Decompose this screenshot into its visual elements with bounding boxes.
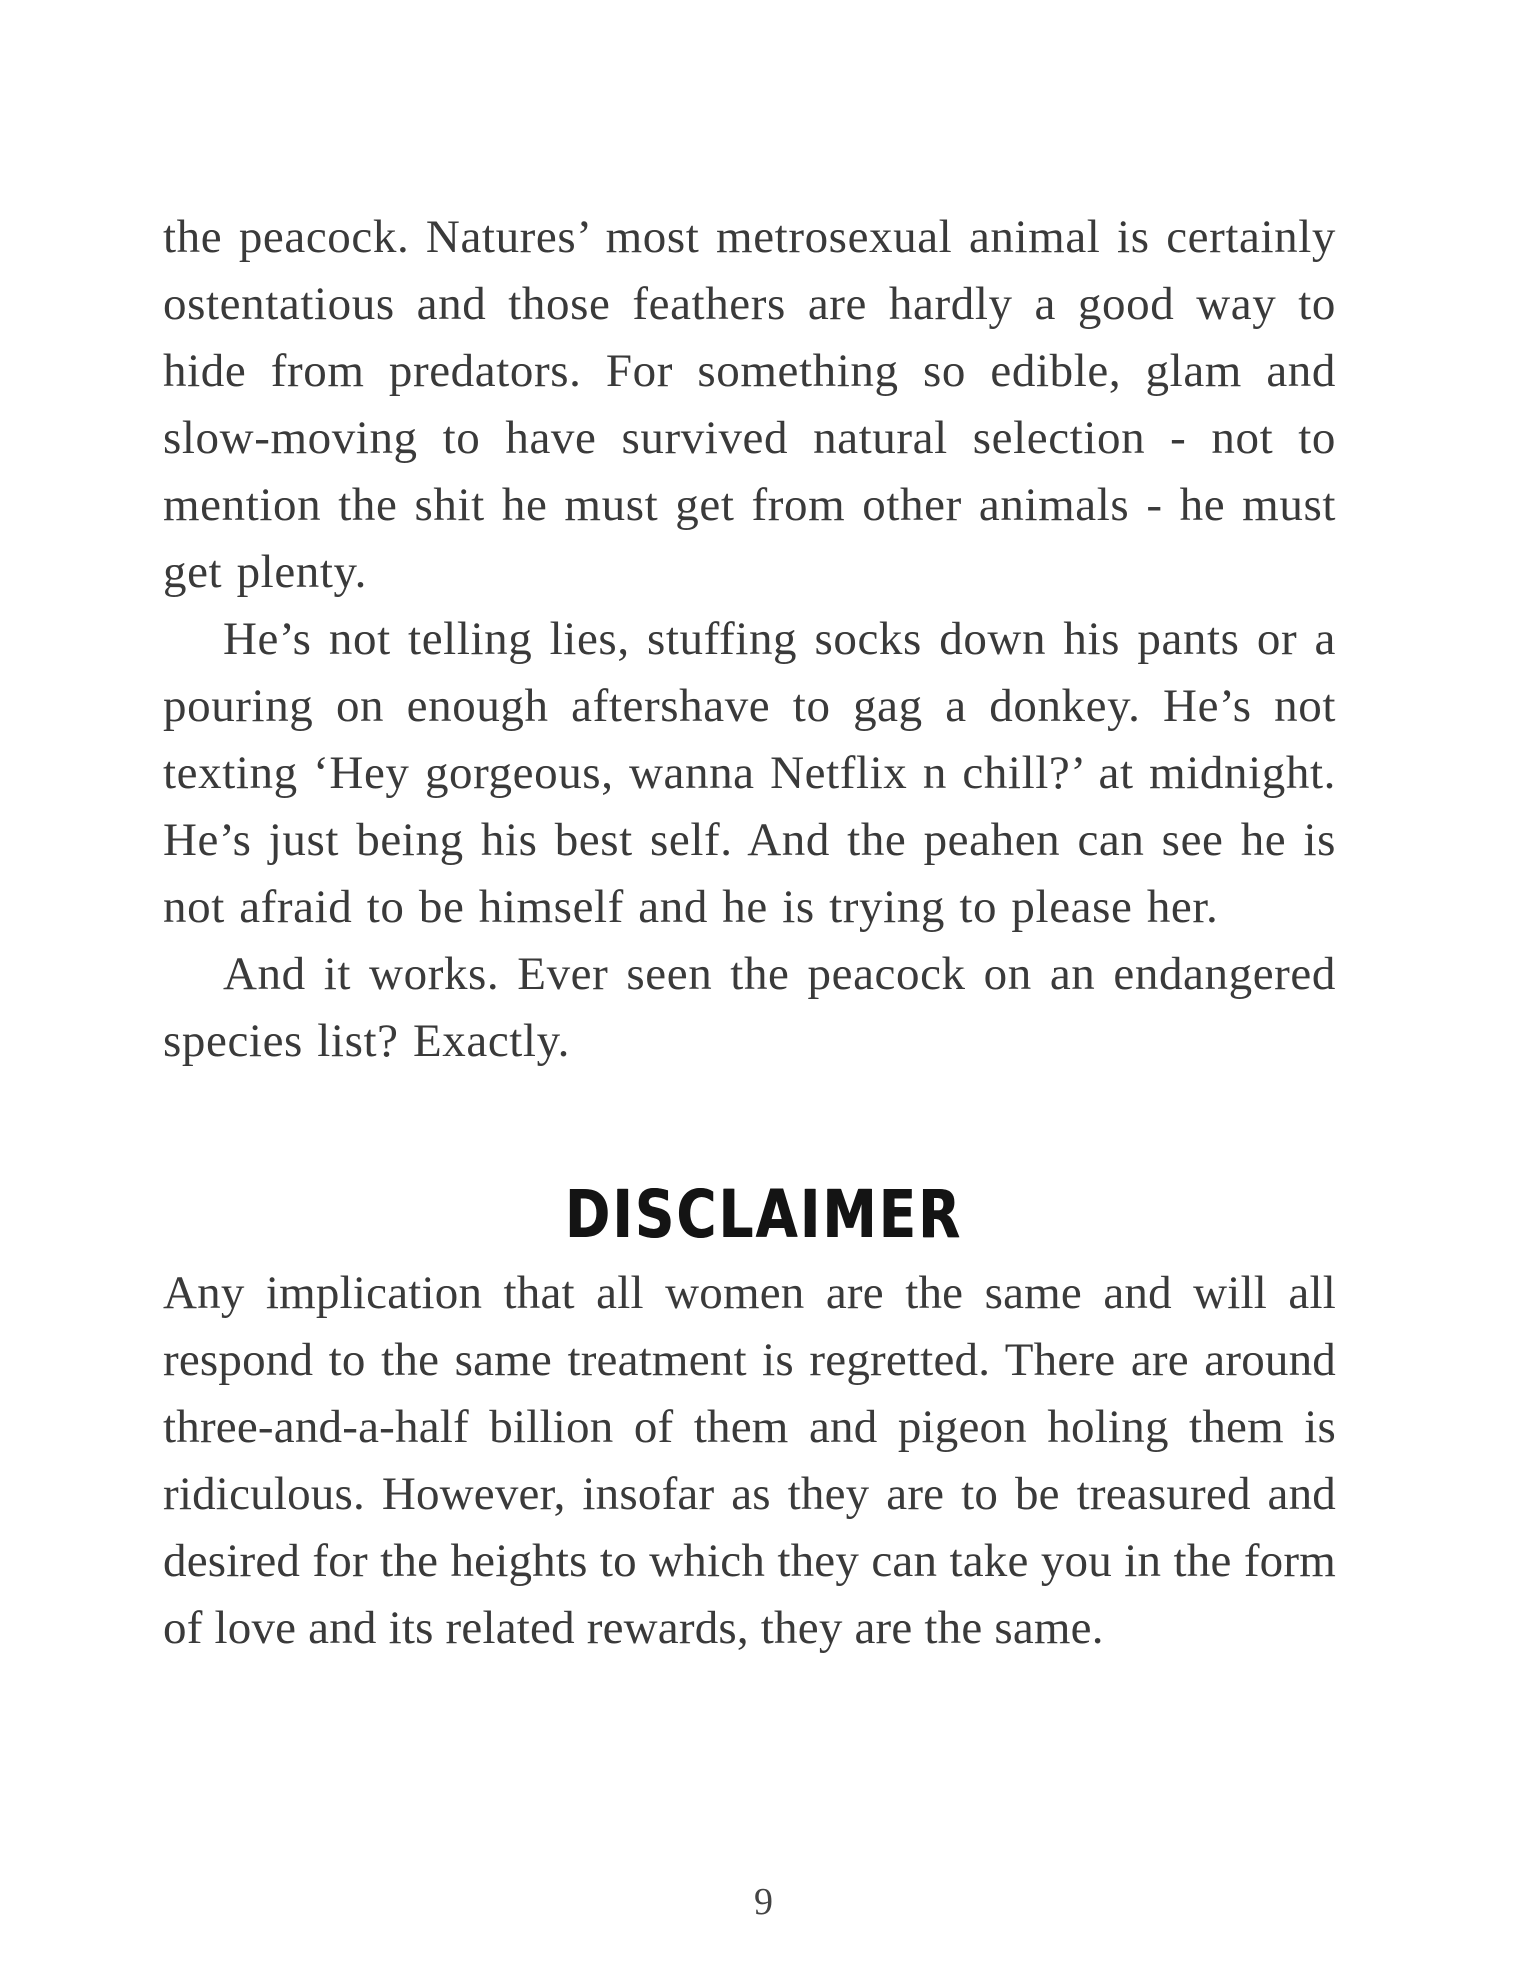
disclaimer-text xyxy=(163,1260,1336,1662)
disclaimer-body: Any implication that all women are the same and will all respond to the same treatment is regretted. There are around three-and-a-half billion of them and pigeon holing them is ridiculous. However, insofar as they are to be treasured and desired for the heights to which they can take you in the form of love and its related rewards, they are the same. xyxy=(163,1267,1336,1654)
paragraph-peacock: the peacock. Natures’ most metrosexual animal is certainly ostentatious and those feathers are hardly a good way to hide from predators. For something so edible, glam and slow-moving to have survived natural selection - not to mention the shit he must get from other animals - he must get plenty. xyxy=(163,211,1336,598)
paragraph-it-works: And it works. Ever seen the peacock on an endangered species list? Exactly. xyxy=(163,948,1336,1067)
disclaimer-heading: DISCLAIMER xyxy=(564,1176,963,1253)
paragraph-not-telling-lies: He’s not telling lies, stuffing socks down his pants or a pouring on enough aftershave to gag a donkey. He’s not texting ‘Hey gorgeous, wanna Netflix n chill?’ at midnight. He’s just being his best self. And the peahen can see he is not afraid to be himself and he is trying to please her. xyxy=(163,613,1336,933)
page-number: 9 xyxy=(754,1881,773,1923)
body-text xyxy=(163,204,1336,1075)
